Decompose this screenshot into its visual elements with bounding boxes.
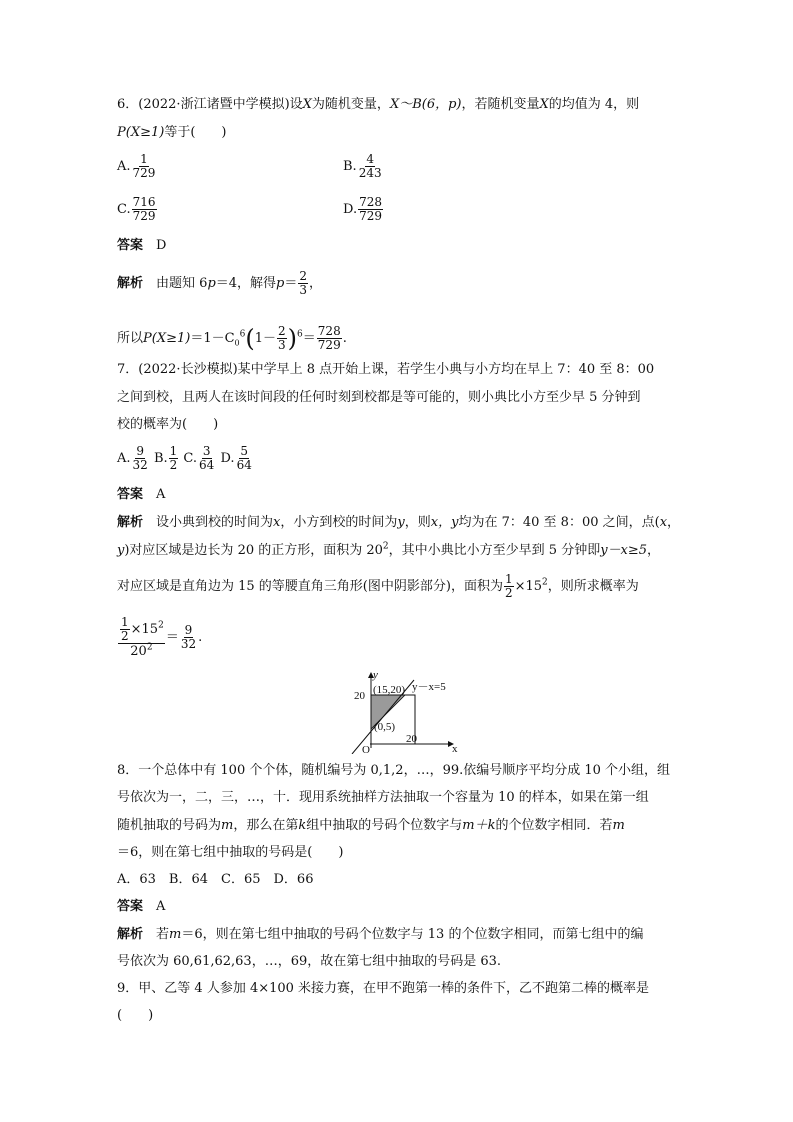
q7-analysis-4: $\frac{1}{2}$ $\times 15^2$ $20^2$ ＝ $\frac{9}{32}$ . — [117, 616, 202, 659]
q6-option-c: C. $\frac{716}{729}$ — [117, 195, 156, 223]
q8-analysis-1: 解析 若m＝6，则在第七组中抽取的号码个位数字与 13 的个位数字相同，而第七组中的编 — [117, 927, 644, 942]
q6-option-a: A. $\frac{1}{729}$ — [117, 152, 156, 180]
q9-line1: 9．甲、乙等 4 人参加 4×100 米接力赛，在甲不跑第一棒的条件下，乙不跑第二棒的概率是 — [117, 981, 650, 996]
q9-line2: ( ) — [117, 1008, 154, 1023]
q8-options: A．63 B．64 C．65 D．66 — [117, 872, 314, 887]
x-axis-label: x — [452, 743, 458, 754]
q8-line2: 号依次为一，二，三，…，十．现用系统抽样方法抽取一个容量为 10 的样本，如果在第一组 — [117, 790, 649, 805]
q8-line3: 随机抽取的号码为m，那么在第k组中抽取的号码个位数字与m＋k的个位数字相同．若m — [117, 818, 625, 833]
q7-line3: 校的概率为( ) — [117, 417, 219, 432]
q6-option-d: D. $\frac{728}{729}$ — [343, 195, 382, 223]
q6-answer: 答案 D — [117, 238, 167, 253]
y-tick-20: 20 — [354, 690, 365, 702]
q8-analysis-2: 号依次为 60,61,62,63，…，69，故在第七组中抽取的号码是 63. — [117, 954, 502, 969]
point-0-5: (0,5) — [374, 721, 396, 733]
q8-answer: 答案 A — [117, 899, 166, 914]
q6-analysis-1: 解析 由题知 6p＝4，解得p＝ $\frac{2}{3}$ ， — [117, 269, 323, 297]
q6-line2: P(X≥1)等于( ) — [117, 125, 227, 140]
origin-label: O — [362, 744, 370, 754]
q7-line2: 之间到校，且两人在该时间段的任何时刻到校都是等可能的，则小典比小方至少早 5 分钟到 — [117, 390, 641, 405]
line-label: y－x=5 — [412, 681, 446, 693]
q7-options: A. $\frac{9}{32}$ B. $\frac{1}{2}$ C. $\frac{3}{64}$ D. $\frac{5}{64}$ — [117, 444, 252, 472]
q8-line1: 8．一个总体中有 100 个个体，随机编号为 0,1,2，…，99.依编号顺序平均分成 10 个小组，组 — [117, 763, 671, 778]
q7-analysis-2: y)对应区域是边长为 20 的正方形，面积为 $20^2$，其中小典比小方至少早到 5 分钟即y－x≥5， — [117, 541, 661, 558]
q6-analysis-2: 所以$P(X\ge 1)=1-C_0^6(1-$ $\frac{2}{3}$ )$^6$＝ $\frac{728}{729}$ . — [117, 324, 347, 353]
q7-figure — [340, 668, 460, 754]
q7-analysis-3: 对应区域是直角边为 15 的等腰直角三角形(图中阴影部分)，面积为 $\frac{1}{2}$ $\times 15^2$，则所求概率为 — [117, 572, 639, 600]
point-15-20: (15,20) — [373, 684, 406, 696]
x-tick-20: 20 — [406, 733, 417, 745]
q8-line4: ＝6，则在第七组中抽取的号码是( ) — [117, 845, 344, 860]
q7-analysis-1: 解析 设小典到校的时间为x，小方到校的时间为y，则x，y均为在 7：40 至 8：00 之间，点(x， — [117, 515, 681, 530]
q7-answer: 答案 A — [117, 487, 166, 502]
q6-line1: 6．(2022·浙江诸暨中学模拟)设X为随机变量，X～B(6，p)，若随机变量X的均值为 4，则 — [117, 97, 640, 112]
q7-line1: 7．(2022·长沙模拟)某中学早上 8 点开始上课，若学生小典与小方均在早上 7：40 至 8：00 — [117, 362, 655, 377]
q6-option-b: B. $\frac{4}{243}$ — [343, 152, 382, 180]
y-axis-label: y — [373, 669, 378, 681]
